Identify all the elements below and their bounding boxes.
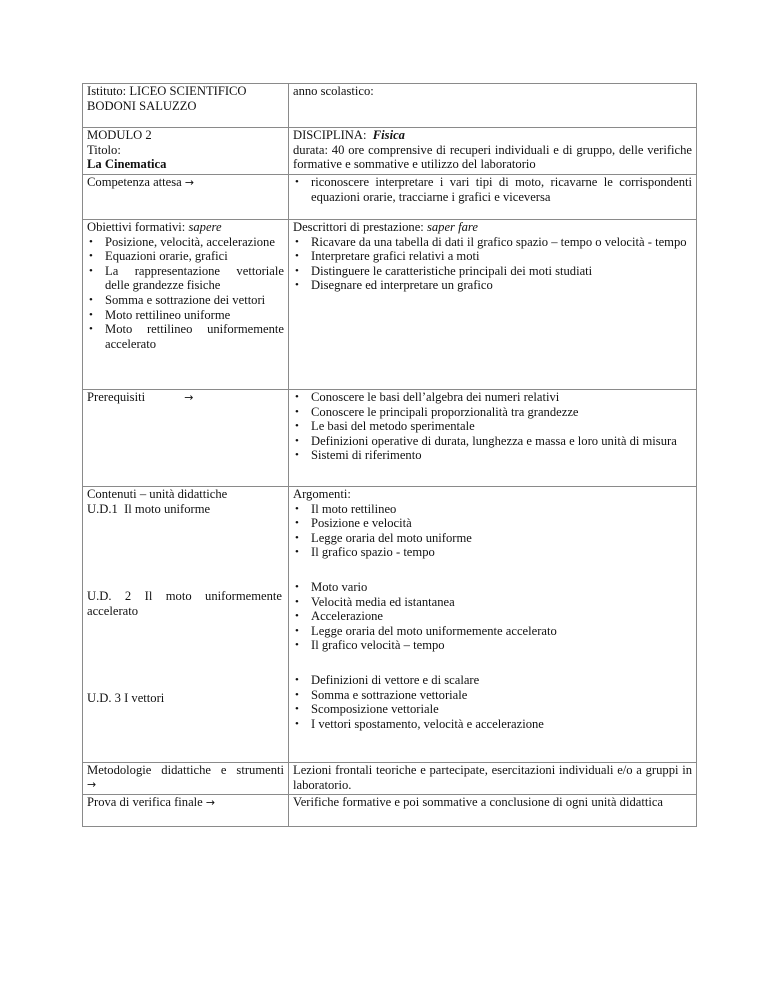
arrow-right-icon: → bbox=[87, 777, 97, 791]
list-item bbox=[87, 264, 284, 293]
bullet-icon: • bbox=[295, 673, 299, 686]
list-item bbox=[293, 502, 692, 517]
prerequisiti-content bbox=[289, 390, 697, 487]
list-item bbox=[293, 419, 692, 434]
descrittori-heading bbox=[293, 220, 692, 235]
bullet-icon: • bbox=[295, 546, 299, 559]
verifica-label: Prova di verifica finale bbox=[87, 795, 203, 809]
row-metodologie bbox=[83, 763, 697, 795]
bullet-icon: • bbox=[295, 434, 299, 447]
list-item bbox=[293, 448, 692, 463]
list-item-text: Sistemi di riferimento bbox=[311, 448, 422, 463]
list-item-text: Velocità media ed istantanea bbox=[311, 594, 455, 609]
list-item bbox=[293, 249, 692, 264]
bullet-icon: • bbox=[295, 531, 299, 544]
arrow-right-icon: → bbox=[205, 796, 216, 809]
unit-3-title: U.D. 3 I vettori bbox=[87, 691, 165, 706]
descrittori-list bbox=[293, 235, 692, 293]
bullet-icon: • bbox=[295, 405, 299, 418]
list-item bbox=[293, 264, 692, 279]
list-item-text: Definizioni operative di durata, lunghezza e massa e loro unità di misura bbox=[311, 433, 677, 448]
durata-text: durata: 40 ore comprensive di recuperi individuali e di gruppo, delle verifiche formative e sommative e utilizzo del laboratorio bbox=[293, 142, 692, 172]
metodologie-cell bbox=[83, 763, 289, 795]
list-item bbox=[293, 235, 692, 250]
competenza-cell bbox=[83, 175, 289, 220]
list-item bbox=[87, 293, 284, 308]
verifica-content bbox=[289, 795, 697, 827]
modulo-cell bbox=[83, 128, 289, 175]
bullet-icon: • bbox=[295, 264, 299, 277]
list-item bbox=[293, 434, 692, 449]
list-item bbox=[293, 390, 692, 405]
list-item-text: Posizione, velocità, accelerazione bbox=[105, 234, 275, 249]
disciplina-cell bbox=[289, 128, 697, 175]
unit-2-list bbox=[293, 580, 692, 653]
unit-3-list bbox=[293, 673, 692, 731]
bullet-icon: • bbox=[295, 688, 299, 701]
competenza-content bbox=[289, 175, 697, 220]
list-item-text: Scomposizione vettoriale bbox=[311, 702, 439, 717]
verifica-text: Verifiche formative e poi sommative a conclusione di ogni unità didattica bbox=[293, 795, 664, 809]
arrow-right-icon: → bbox=[184, 391, 194, 404]
disciplina-value: Fisica bbox=[372, 128, 405, 142]
list-item-text: Conoscere le principali proporzionalità tra grandezze bbox=[311, 404, 579, 419]
list-item bbox=[293, 175, 692, 204]
list-item-text: Somma e sottrazione vettoriale bbox=[311, 687, 468, 702]
list-item bbox=[293, 405, 692, 420]
list-item bbox=[293, 717, 692, 732]
bullet-icon: • bbox=[295, 703, 299, 716]
bullet-icon: • bbox=[295, 391, 299, 403]
list-item bbox=[293, 609, 692, 624]
contenuti-label: Contenuti – unità didattiche bbox=[87, 487, 228, 501]
list-item-text: Somma e sottrazione dei vettori bbox=[105, 292, 266, 307]
list-item bbox=[293, 638, 692, 653]
list-item-text: Moto vario bbox=[311, 579, 368, 594]
bullet-icon: • bbox=[89, 235, 93, 248]
titolo-label: Titolo: bbox=[87, 142, 121, 157]
unit-1-title: U.D.1 Il moto uniforme bbox=[87, 501, 211, 516]
descrittori-cell bbox=[289, 220, 697, 390]
list-item-text: riconoscere interpretare i vari tipi di moto, ricavarne le corrispondenti equazioni orarie, tracciarne i grafici e viceversa bbox=[311, 175, 692, 204]
list-item-text: Moto rettilineo uniformemente accelerato bbox=[105, 322, 284, 351]
list-item-text: Equazioni orarie, grafici bbox=[105, 249, 228, 264]
prerequisiti-list bbox=[293, 390, 692, 463]
list-item-text: Legge oraria del moto uniforme bbox=[311, 530, 472, 545]
verifica-cell bbox=[83, 795, 289, 827]
bullet-icon: • bbox=[295, 595, 299, 608]
list-item bbox=[87, 308, 284, 323]
istituto-line-2: BODONI SALUZZO bbox=[87, 98, 197, 113]
row-prerequisiti bbox=[83, 390, 697, 487]
row-obiettivi bbox=[83, 220, 697, 390]
list-item-text: Conoscere le basi dell’algebra dei numeri relativi bbox=[311, 390, 560, 404]
list-item-text: I vettori spostamento, velocità e accelerazione bbox=[311, 716, 544, 731]
disciplina-line bbox=[293, 128, 692, 143]
row-verifica bbox=[83, 795, 697, 827]
module-title: La Cinematica bbox=[87, 157, 167, 172]
competenza-label: Competenza attesa bbox=[87, 175, 182, 189]
list-item bbox=[293, 278, 692, 293]
list-item-text: Definizioni di vettore e di scalare bbox=[311, 672, 480, 687]
list-item bbox=[293, 688, 692, 703]
list-item-text: Posizione e velocità bbox=[311, 516, 412, 531]
argomenti-cell bbox=[289, 487, 697, 763]
module-table bbox=[82, 83, 697, 827]
bullet-icon: • bbox=[295, 420, 299, 433]
prerequisiti-cell bbox=[83, 390, 289, 487]
list-item-text: Il grafico velocità – tempo bbox=[311, 638, 445, 653]
anno-scolastico-label: anno scolastico: bbox=[293, 84, 374, 98]
bullet-icon: • bbox=[89, 250, 93, 263]
contenuti-cell bbox=[83, 487, 289, 763]
list-item-text: Le basi del metodo sperimentale bbox=[311, 419, 475, 434]
list-item bbox=[293, 531, 692, 546]
list-item-text: La rappresentazione vettoriale delle grandezze fisiche bbox=[105, 263, 284, 293]
bullet-icon: • bbox=[89, 308, 93, 321]
row-modulo bbox=[83, 128, 697, 175]
argomenti-label: Argomenti: bbox=[293, 487, 351, 501]
unit-2-title: U.D. 2 Il moto uniformemente accelerato bbox=[87, 589, 282, 618]
istituto-line-1: Istituto: LICEO SCIENTIFICO bbox=[87, 84, 247, 98]
bullet-icon: • bbox=[295, 449, 299, 462]
row-istituto bbox=[83, 84, 697, 128]
anno-scolastico-cell bbox=[289, 84, 697, 128]
list-item bbox=[87, 249, 284, 264]
list-item bbox=[293, 580, 692, 595]
list-item-text: Accelerazione bbox=[311, 609, 384, 624]
obiettivi-label: Obiettivi formativi: bbox=[87, 220, 186, 234]
bullet-icon: • bbox=[295, 176, 299, 188]
metodologie-text: Lezioni frontali teoriche e partecipate, esercitazioni individuali e/o a gruppi in laboratorio. bbox=[293, 763, 692, 792]
list-item-text: Distinguere le caratteristiche principali dei moti studiati bbox=[311, 263, 593, 278]
obiettivi-cell bbox=[83, 220, 289, 390]
list-item-text: Legge oraria del moto uniformemente accelerato bbox=[311, 623, 557, 638]
list-item-text: Il grafico spazio - tempo bbox=[311, 545, 435, 560]
bullet-icon: • bbox=[295, 639, 299, 652]
metodologie-label: Metodologie didattiche e strumenti bbox=[87, 763, 284, 777]
metodologie-content bbox=[289, 763, 697, 795]
arrow-right-icon: → bbox=[184, 176, 195, 189]
list-item bbox=[87, 235, 284, 250]
list-item bbox=[293, 624, 692, 639]
list-item-text: Moto rettilineo uniforme bbox=[105, 307, 231, 322]
bullet-icon: • bbox=[295, 517, 299, 530]
list-item bbox=[293, 702, 692, 717]
modulo-number: MODULO 2 bbox=[87, 128, 152, 142]
bullet-icon: • bbox=[295, 717, 299, 730]
descrittori-label: Descrittori di prestazione: bbox=[293, 220, 424, 234]
competenza-list bbox=[293, 175, 692, 204]
list-item bbox=[293, 545, 692, 560]
obiettivi-heading bbox=[87, 220, 284, 235]
unit-1-list bbox=[293, 502, 692, 560]
descrittori-label-em: saper fare bbox=[426, 220, 478, 234]
bullet-icon: • bbox=[89, 323, 93, 336]
bullet-icon: • bbox=[295, 580, 299, 593]
list-item-text: Ricavare da una tabella di dati il grafico spazio – tempo o velocità - tempo bbox=[311, 234, 687, 249]
bullet-icon: • bbox=[295, 279, 299, 292]
list-item bbox=[293, 516, 692, 531]
bullet-icon: • bbox=[89, 293, 93, 306]
bullet-icon: • bbox=[295, 502, 299, 515]
row-competenza bbox=[83, 175, 697, 220]
istituto-cell bbox=[83, 84, 289, 128]
list-item bbox=[293, 595, 692, 610]
disciplina-label: DISCIPLINA: bbox=[293, 128, 367, 142]
bullet-icon: • bbox=[295, 624, 299, 637]
bullet-icon: • bbox=[295, 250, 299, 263]
list-item-text: Disegnare ed interpretare un grafico bbox=[311, 278, 493, 293]
bullet-icon: • bbox=[295, 610, 299, 623]
list-item-text: Interpretare grafici relativi a moti bbox=[311, 249, 480, 264]
list-item bbox=[293, 673, 692, 688]
bullet-icon: • bbox=[295, 235, 299, 248]
list-item bbox=[87, 322, 284, 351]
list-item-text: Il moto rettilineo bbox=[311, 501, 397, 516]
bullet-icon: • bbox=[89, 264, 93, 277]
prerequisiti-label: Prerequisiti bbox=[87, 390, 146, 404]
row-contenuti bbox=[83, 487, 697, 763]
obiettivi-list bbox=[87, 235, 284, 352]
obiettivi-label-em: sapere bbox=[188, 220, 222, 234]
